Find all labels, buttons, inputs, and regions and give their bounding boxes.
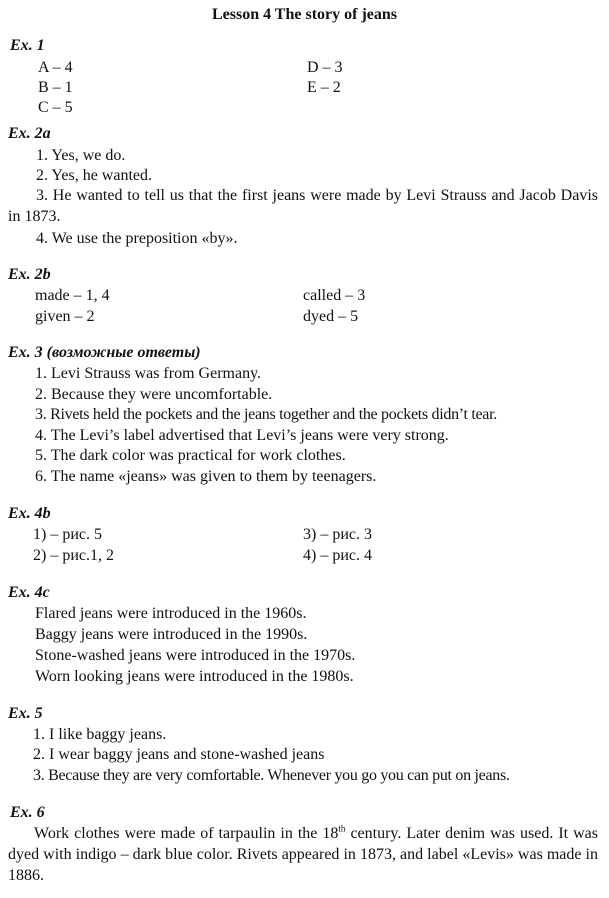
ex2b-item-dyed: dyed – 5: [303, 308, 359, 325]
ex3-item-1: 1. Levi Strauss was from Germany.: [35, 365, 262, 382]
ex3-heading: Ex. 3 (возможные ответы): [8, 344, 201, 361]
ex6-text-before: Work clothes were made of tarpaulin in the 18: [34, 825, 339, 842]
ex6-superscript: th: [338, 823, 346, 834]
ex2a-item-1: 1. Yes, we do.: [36, 147, 126, 164]
ex1-item-b: B – 1: [38, 79, 73, 96]
ex2a-item-2: 2. Yes, he wanted.: [36, 167, 152, 184]
ex4c-item-2: Baggy jeans were introduced in the 1990s.: [35, 626, 308, 643]
ex6-heading: Ex. 6: [10, 804, 45, 821]
ex1-item-c: C – 5: [38, 99, 73, 116]
ex4c-item-3: Stone-washed jeans were introduced in the 1970s.: [35, 647, 356, 664]
ex4c-heading: Ex. 4c: [8, 584, 50, 601]
ex1-item-e: E – 2: [307, 79, 341, 96]
ex4c-item-1: Flared jeans were introduced in the 1960s.: [35, 605, 307, 622]
ex5-item-1: 1. I like baggy jeans.: [33, 726, 167, 743]
ex2a-item-4: 4. We use the preposition «by».: [36, 230, 238, 247]
ex1-item-a: A – 4: [38, 59, 73, 76]
ex2a-item-3: 3. He wanted to tell us that the first jeans were made by Levi Strauss and Jacob Davis in 1873.: [8, 187, 598, 225]
ex2a-heading: Ex. 2a: [8, 125, 51, 142]
ex4b-heading: Ex. 4b: [8, 505, 51, 522]
ex6-text-after: century. Later denim was used. It was dyed with indigo – dark blue color. Rivets appeared in 1873, and label «Levis» was made in 1886.: [8, 825, 599, 884]
ex2b-item-given: given – 2: [35, 308, 95, 325]
ex4c-item-4: Worn looking jeans were introduced in the 1980s.: [35, 668, 354, 685]
ex3-item-4: 4. The Levi’s label advertised that Levi’s jeans were very strong.: [35, 427, 449, 444]
ex1-heading: Ex. 1: [10, 37, 45, 54]
ex4b-item-3: 3) – рис. 3: [303, 526, 372, 543]
ex2b-item-called: called – 3: [303, 287, 366, 304]
ex1-item-d: D – 3: [307, 59, 343, 76]
ex2b-heading: Ex. 2b: [8, 266, 51, 283]
ex3-item-5: 5. The dark color was practical for work clothes.: [35, 447, 346, 464]
ex4b-item-1: 1) – рис. 5: [33, 526, 102, 543]
ex4b-item-4: 4) – рис. 4: [303, 547, 372, 564]
ex3-item-3: 3. Rivets held the pockets and the jeans together and the pockets didn’t tear.: [35, 406, 497, 423]
ex6-paragraph: [8, 823, 598, 886]
ex3-item-6: 6. The name «jeans» was given to them by teenagers.: [35, 468, 377, 485]
ex2b-item-made: made – 1, 4: [35, 287, 110, 304]
ex5-heading: Ex. 5: [8, 705, 43, 722]
ex3-item-2: 2. Because they were uncomfortable.: [35, 386, 273, 403]
ex4b-item-2: 2) – рис.1, 2: [33, 547, 114, 564]
page-title: Lesson 4 The story of jeans: [211, 6, 398, 23]
ex5-item-3: 3. Because they are very comfortable. Whenever you go you can put on jeans.: [33, 767, 510, 784]
ex5-item-2: 2. I wear baggy jeans and stone-washed jeans: [33, 746, 325, 763]
